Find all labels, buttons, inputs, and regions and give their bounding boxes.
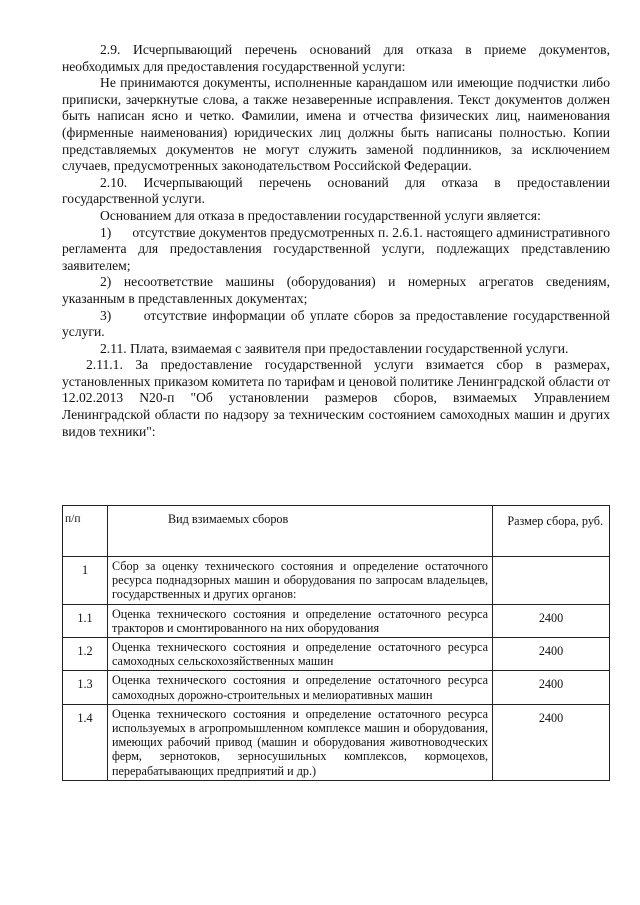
- row-amount: 2400: [493, 671, 610, 704]
- row-name: Оценка технического состояния и определение остаточного ресурса используемых в агропромышленном комплексе машин и оборудования, имеющих рабочий привод (машин и оборудования животноводческих ферм, зернотоков, зерносушильных комплексов, кормоцехов, перерабатывающих предприятий и др.): [108, 704, 493, 780]
- document-body: [62, 42, 614, 440]
- row-amount: 2400: [493, 638, 610, 671]
- paragraph-2-10: 2.10. Исчерпывающий перечень оснований для отказа в предоставлении государственной услуги.: [62, 174, 610, 207]
- row-num: 1.4: [63, 704, 108, 780]
- row-name: Оценка технического состояния и определение остаточного ресурса самоходных дорожно-строительных и мелиоративных машин: [108, 671, 493, 704]
- row-amount: 2400: [493, 704, 610, 780]
- header-amount: Размер сбора, руб.: [493, 506, 610, 557]
- table-row: [63, 638, 610, 671]
- row-num: 1.2: [63, 638, 108, 671]
- list-item-2: 2) несоответствие машины (оборудования) и номерных агрегатов сведениям, указанным в представленных документах;: [62, 274, 610, 306]
- paragraph-2-11-1: 2.11.1. За предоставление государственной услуги взимается сбор в размерах, установленных приказом комитета по тарифам и ценовой политике Ленинградской области от 12.02.2013 N20-п "Об установлении размеров сборов, взимаемых Управлением Ленинградской области по надзору за техническим состоянием самоходных машин и других видов техники":: [62, 357, 610, 439]
- table-row: [63, 557, 610, 605]
- row-num: 1.1: [63, 604, 108, 637]
- row-name: Сбор за оценку технического состояния и определение остаточного ресурса поднадзорных машин и оборудования по запросам владельцев, государственных и других органов:: [108, 557, 493, 605]
- paragraph-2-11: 2.11. Плата, взимаемая с заявителя при предоставлении государственной услуги.: [100, 340, 569, 356]
- list-item-3: 3) отсутствие информации об уплате сборов за предоставление государственной услуги.: [62, 307, 614, 340]
- table-header-row: [63, 506, 610, 557]
- row-amount: 2400: [493, 604, 610, 637]
- paragraph-refusal-grounds: Основанием для отказа в предоставлении государственной услуги является:: [100, 207, 541, 223]
- table-row: [63, 671, 610, 704]
- row-name: Оценка технического состояния и определение остаточного ресурса тракторов и смонтированного на них оборудования: [108, 604, 493, 637]
- fees-table: [62, 505, 610, 781]
- row-num: 1: [63, 557, 108, 605]
- header-name: Вид взимаемых сборов: [108, 506, 493, 557]
- table-row: [63, 704, 610, 780]
- row-num: 1.3: [63, 671, 108, 704]
- table-row: [63, 604, 610, 637]
- paragraph-2-9: 2.9. Исчерпывающий перечень оснований для отказа в приеме документов, необходимых для предоставления государственной услуги:: [62, 42, 610, 74]
- row-name: Оценка технического состояния и определение остаточного ресурса самоходных сельскохозяйственных машин: [108, 638, 493, 671]
- paragraph-refusal-conditions: Не принимаются документы, исполненные карандашом или имеющие подчистки либо приписки, зачеркнутые слова, а также незаверенные исправления. Текст документов должен быть написан ясно и четко. Фамилии, имена и отчества физических лиц, наименования (фирменные наименования) юридических лиц должны быть написаны полностью. Копии представляемых документов не могут служить заменой подлинников, за исключением случаев, предусмотренных законодательством Российской Федерации.: [62, 75, 610, 174]
- list-item-1: 1) отсутствие документов предусмотренных п. 2.6.1. настоящего административного регламента для предоставления государственной услуги, подлежащих представлению заявителем;: [62, 224, 614, 273]
- header-num: п/п: [63, 506, 108, 557]
- row-amount: [493, 557, 610, 605]
